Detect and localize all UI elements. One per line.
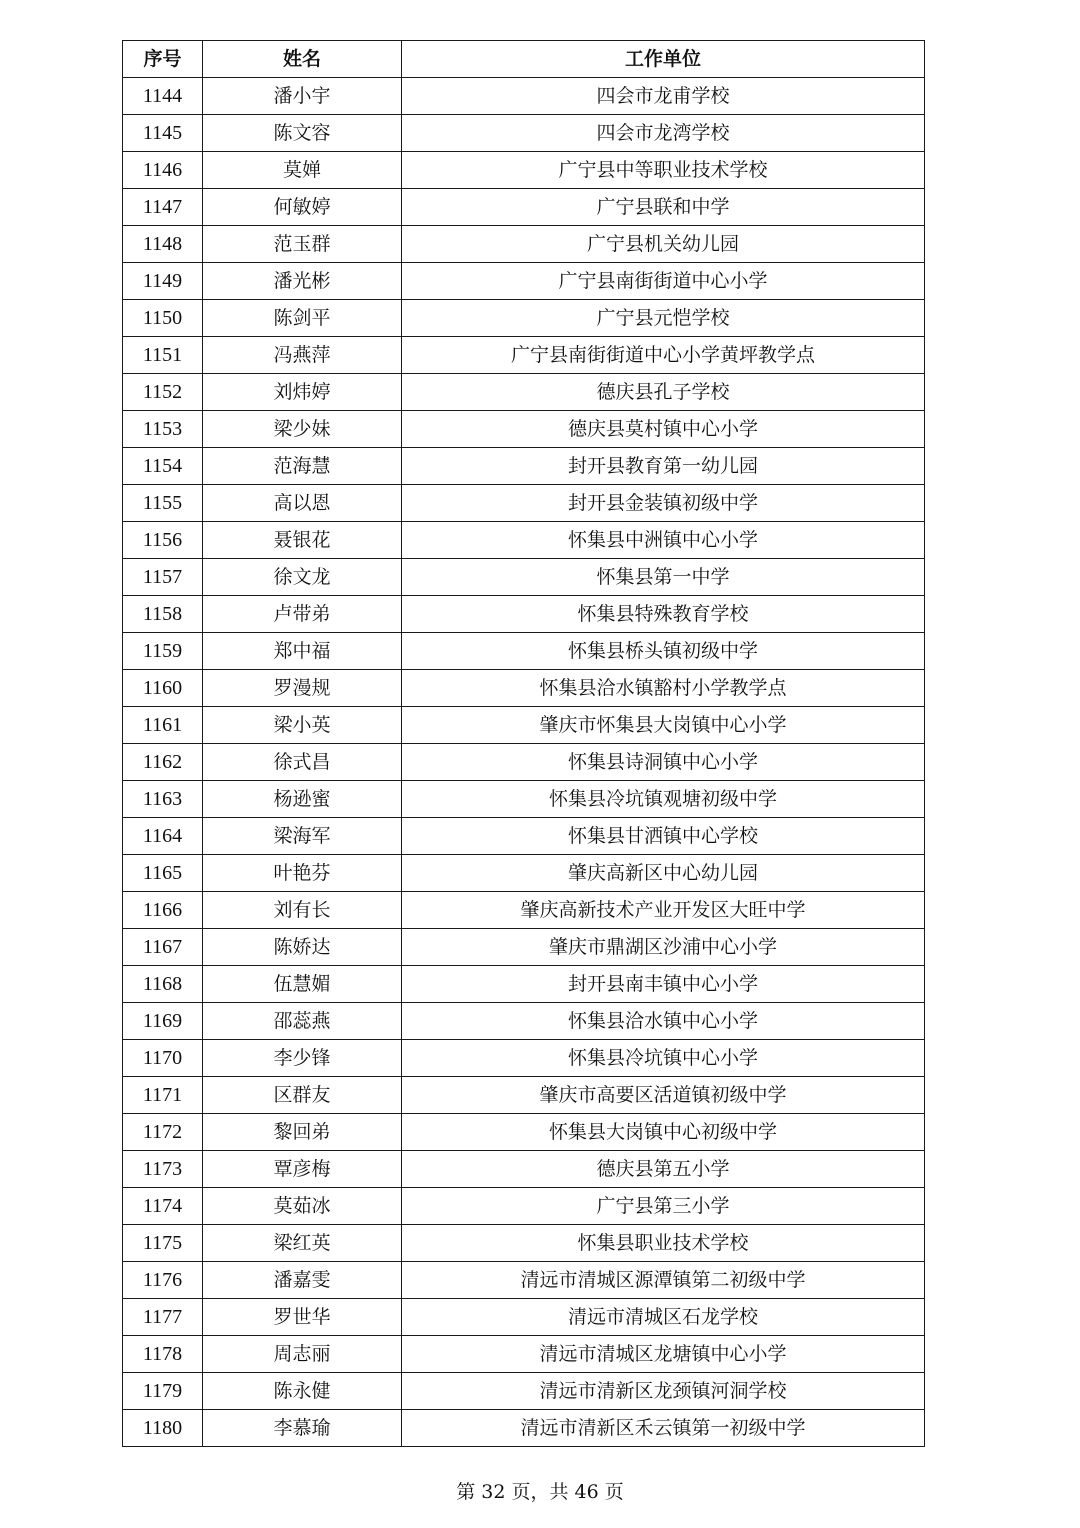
table-row [123,374,925,411]
table-row [123,485,925,522]
cell-work-unit: 清远市清新区禾云镇第一初级中学 [402,1410,925,1447]
cell-name: 莫茹冰 [203,1188,402,1225]
cell-name: 陈剑平 [203,300,402,337]
cell-name: 梁红英 [203,1225,402,1262]
cell-serial-number: 1155 [123,485,203,522]
cell-name: 伍慧媚 [203,966,402,1003]
cell-name: 陈娇达 [203,929,402,966]
roster-table [122,40,925,1447]
cell-work-unit: 肇庆市高要区活道镇初级中学 [402,1077,925,1114]
cell-work-unit: 四会市龙湾学校 [402,115,925,152]
table-body [123,78,925,1447]
cell-name: 潘小宇 [203,78,402,115]
table-row [123,1225,925,1262]
table-row [123,1077,925,1114]
cell-serial-number: 1179 [123,1373,203,1410]
table-row [123,1188,925,1225]
cell-name: 罗漫规 [203,670,402,707]
table-row [123,966,925,1003]
cell-serial-number: 1176 [123,1262,203,1299]
table-row [123,818,925,855]
cell-work-unit: 肇庆市怀集县大岗镇中心小学 [402,707,925,744]
table-row [123,1299,925,1336]
cell-serial-number: 1168 [123,966,203,1003]
cell-name: 梁海军 [203,818,402,855]
cell-name: 何敏婷 [203,189,402,226]
header-work-unit: 工作单位 [402,41,925,78]
table-row [123,1262,925,1299]
cell-name: 卢带弟 [203,596,402,633]
table-row [123,1151,925,1188]
cell-serial-number: 1180 [123,1410,203,1447]
table-row [123,300,925,337]
cell-name: 罗世华 [203,1299,402,1336]
cell-name: 聂银花 [203,522,402,559]
cell-serial-number: 1178 [123,1336,203,1373]
cell-serial-number: 1152 [123,374,203,411]
cell-work-unit: 德庆县莫村镇中心小学 [402,411,925,448]
cell-serial-number: 1171 [123,1077,203,1114]
table-row [123,115,925,152]
cell-serial-number: 1159 [123,633,203,670]
cell-name: 徐式昌 [203,744,402,781]
cell-work-unit: 怀集县诗洞镇中心小学 [402,744,925,781]
table-row [123,596,925,633]
cell-work-unit: 肇庆高新区中心幼儿园 [402,855,925,892]
cell-work-unit: 怀集县中洲镇中心小学 [402,522,925,559]
cell-serial-number: 1149 [123,263,203,300]
cell-serial-number: 1147 [123,189,203,226]
table-row [123,226,925,263]
cell-serial-number: 1162 [123,744,203,781]
cell-work-unit: 封开县金装镇初级中学 [402,485,925,522]
table-row [123,448,925,485]
cell-name: 梁小英 [203,707,402,744]
cell-work-unit: 怀集县特殊教育学校 [402,596,925,633]
cell-serial-number: 1167 [123,929,203,966]
cell-work-unit: 怀集县甘洒镇中心学校 [402,818,925,855]
cell-work-unit: 怀集县洽水镇中心小学 [402,1003,925,1040]
cell-name: 陈文容 [203,115,402,152]
cell-name: 邵蕊燕 [203,1003,402,1040]
cell-work-unit: 怀集县第一中学 [402,559,925,596]
cell-name: 杨逊蜜 [203,781,402,818]
cell-serial-number: 1174 [123,1188,203,1225]
cell-name: 冯燕萍 [203,337,402,374]
cell-work-unit: 德庆县第五小学 [402,1151,925,1188]
cell-work-unit: 广宁县机关幼儿园 [402,226,925,263]
cell-work-unit: 四会市龙甫学校 [402,78,925,115]
cell-serial-number: 1164 [123,818,203,855]
table-row [123,855,925,892]
cell-serial-number: 1170 [123,1040,203,1077]
cell-name: 梁少妹 [203,411,402,448]
cell-name: 郑中福 [203,633,402,670]
table-row [123,1003,925,1040]
cell-serial-number: 1145 [123,115,203,152]
cell-work-unit: 肇庆高新技术产业开发区大旺中学 [402,892,925,929]
cell-name: 高以恩 [203,485,402,522]
cell-work-unit: 怀集县冷坑镇中心小学 [402,1040,925,1077]
cell-serial-number: 1166 [123,892,203,929]
cell-name: 陈永健 [203,1373,402,1410]
cell-serial-number: 1161 [123,707,203,744]
cell-serial-number: 1154 [123,448,203,485]
cell-name: 潘光彬 [203,263,402,300]
cell-work-unit: 清远市清新区龙颈镇河洞学校 [402,1373,925,1410]
cell-name: 范玉群 [203,226,402,263]
cell-serial-number: 1153 [123,411,203,448]
table-row [123,559,925,596]
table-row [123,781,925,818]
cell-serial-number: 1157 [123,559,203,596]
cell-work-unit: 怀集县洽水镇豁村小学教学点 [402,670,925,707]
cell-name: 刘炜婷 [203,374,402,411]
table-row [123,411,925,448]
cell-serial-number: 1150 [123,300,203,337]
table-row [123,522,925,559]
cell-work-unit: 封开县教育第一幼儿园 [402,448,925,485]
cell-name: 范海慧 [203,448,402,485]
cell-work-unit: 德庆县孔子学校 [402,374,925,411]
cell-work-unit: 广宁县南街街道中心小学黄坪教学点 [402,337,925,374]
cell-work-unit: 怀集县职业技术学校 [402,1225,925,1262]
cell-work-unit: 怀集县桥头镇初级中学 [402,633,925,670]
cell-work-unit: 封开县南丰镇中心小学 [402,966,925,1003]
table-row [123,263,925,300]
table-row [123,892,925,929]
header-serial-number: 序号 [123,41,203,78]
cell-name: 李慕瑜 [203,1410,402,1447]
cell-work-unit: 广宁县元恺学校 [402,300,925,337]
table-row [123,189,925,226]
table-row [123,670,925,707]
cell-serial-number: 1144 [123,78,203,115]
cell-serial-number: 1173 [123,1151,203,1188]
cell-work-unit: 肇庆市鼎湖区沙浦中心小学 [402,929,925,966]
cell-work-unit: 怀集县大岗镇中心初级中学 [402,1114,925,1151]
table-row [123,707,925,744]
cell-name: 李少锋 [203,1040,402,1077]
cell-name: 叶艳芬 [203,855,402,892]
cell-name: 覃彦梅 [203,1151,402,1188]
header-name: 姓名 [203,41,402,78]
cell-work-unit: 清远市清城区石龙学校 [402,1299,925,1336]
cell-serial-number: 1169 [123,1003,203,1040]
cell-name: 刘有长 [203,892,402,929]
table-row [123,152,925,189]
cell-work-unit: 怀集县冷坑镇观塘初级中学 [402,781,925,818]
cell-work-unit: 清远市清城区源潭镇第二初级中学 [402,1262,925,1299]
table-row [123,744,925,781]
cell-name: 徐文龙 [203,559,402,596]
cell-serial-number: 1158 [123,596,203,633]
page-number-footer: 第 32 页，共 46 页 [456,1481,624,1503]
cell-name: 潘嘉雯 [203,1262,402,1299]
table-row [123,929,925,966]
cell-work-unit: 广宁县南街街道中心小学 [402,263,925,300]
cell-name: 黎回弟 [203,1114,402,1151]
cell-work-unit: 广宁县第三小学 [402,1188,925,1225]
table-row [123,78,925,115]
cell-name: 区群友 [203,1077,402,1114]
cell-work-unit: 清远市清城区龙塘镇中心小学 [402,1336,925,1373]
cell-serial-number: 1175 [123,1225,203,1262]
table-header-row [123,41,925,78]
cell-work-unit: 广宁县联和中学 [402,189,925,226]
cell-serial-number: 1177 [123,1299,203,1336]
table-row [123,1040,925,1077]
cell-serial-number: 1148 [123,226,203,263]
cell-serial-number: 1146 [123,152,203,189]
cell-name: 莫婵 [203,152,402,189]
table-row [123,633,925,670]
cell-name: 周志丽 [203,1336,402,1373]
table-row [123,1410,925,1447]
cell-serial-number: 1151 [123,337,203,374]
cell-serial-number: 1160 [123,670,203,707]
table-row [123,1336,925,1373]
cell-serial-number: 1165 [123,855,203,892]
table-row [123,1373,925,1410]
cell-serial-number: 1172 [123,1114,203,1151]
cell-work-unit: 广宁县中等职业技术学校 [402,152,925,189]
cell-serial-number: 1163 [123,781,203,818]
cell-serial-number: 1156 [123,522,203,559]
table-row [123,337,925,374]
table-row [123,1114,925,1151]
